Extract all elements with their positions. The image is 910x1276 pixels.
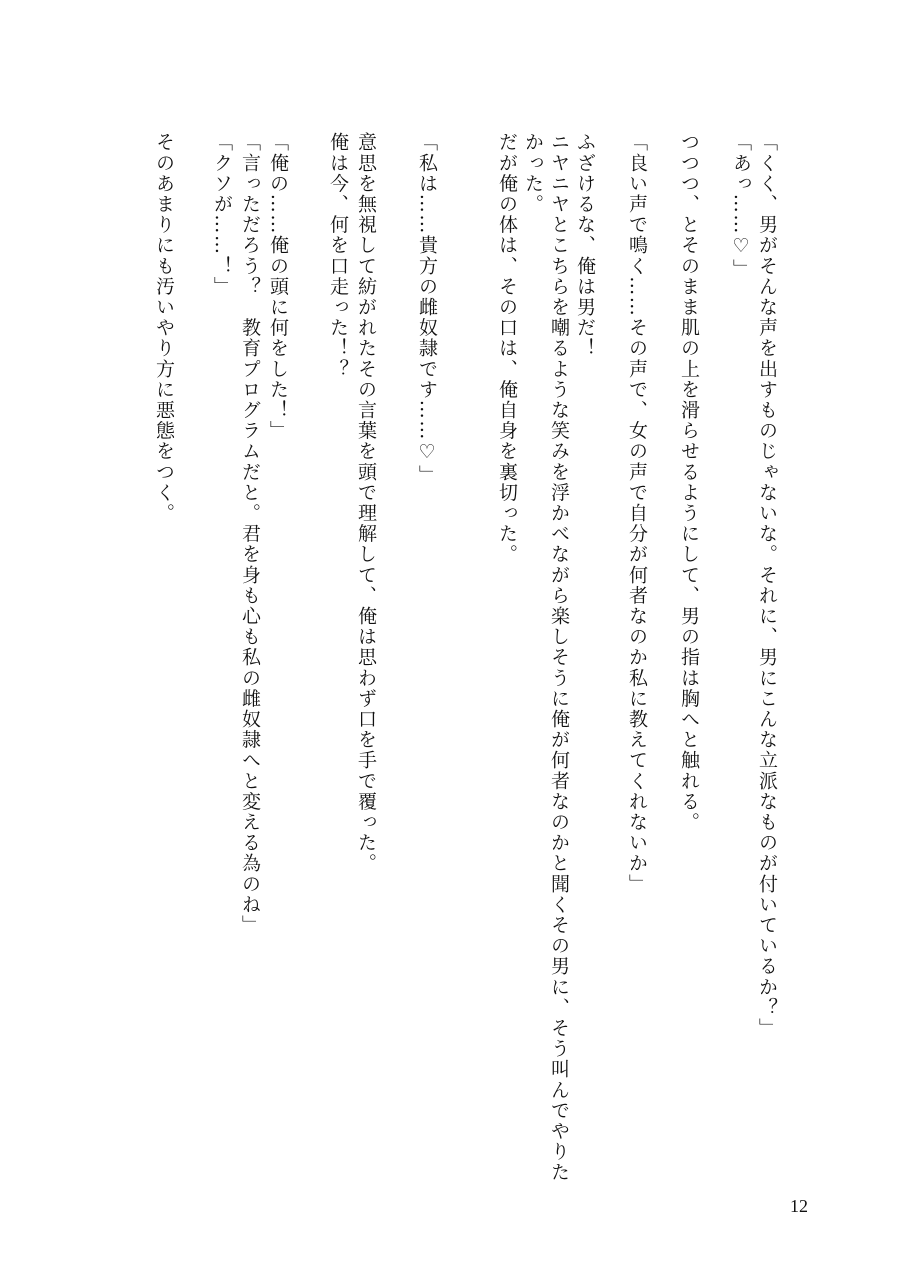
text-line: 俺は今、何を口走った！？ — [327, 132, 349, 380]
text-line: そのあまりにも汚いやり方に悪態をつく。 — [153, 132, 175, 524]
text-line: ニヤニヤとこちらを嘲るような笑みを浮かべながら楽しそうに俺が何者なのかと聞くその男に、そう叫んでやりた — [548, 132, 570, 1183]
page-number: 12 — [790, 1196, 808, 1216]
text-line: 「私は……貴方の雌奴隷です……♡」 — [416, 132, 438, 486]
text-line: かった。 — [522, 132, 544, 215]
text-line: だが俺の体は、その口は、俺自身を裏切った。 — [496, 132, 518, 565]
text-line: 「あっ……♡」 — [730, 132, 752, 280]
text-line: つつつ、とそのまま肌の上を滑らせるようにして、男の指は胸へと触れる。 — [678, 132, 700, 833]
text-line: 意思を無視して紡がれたその言葉を頭で理解して、俺は思わず口を手で覆った。 — [355, 132, 377, 874]
text-line: 「言っただろう？ 教育プログラムだと。君を身も心も私の雌奴隷へと変える為のね」 — [239, 132, 261, 936]
text-line: 「良い声で鳴く……その声で、女の声で自分が何者なのか私に教えてくれないか」 — [626, 132, 648, 895]
text-line: 「クソが……！」 — [211, 132, 233, 297]
text-line: 「くく、男がそんな声を出すものじゃないな。それに、男にこんな立派なものが付いているか？」 — [756, 132, 778, 1039]
text-line: 「俺の……俺の頭に何をした！」 — [267, 132, 289, 441]
text-line: ふざけるな、俺は男だ！ — [574, 132, 596, 359]
